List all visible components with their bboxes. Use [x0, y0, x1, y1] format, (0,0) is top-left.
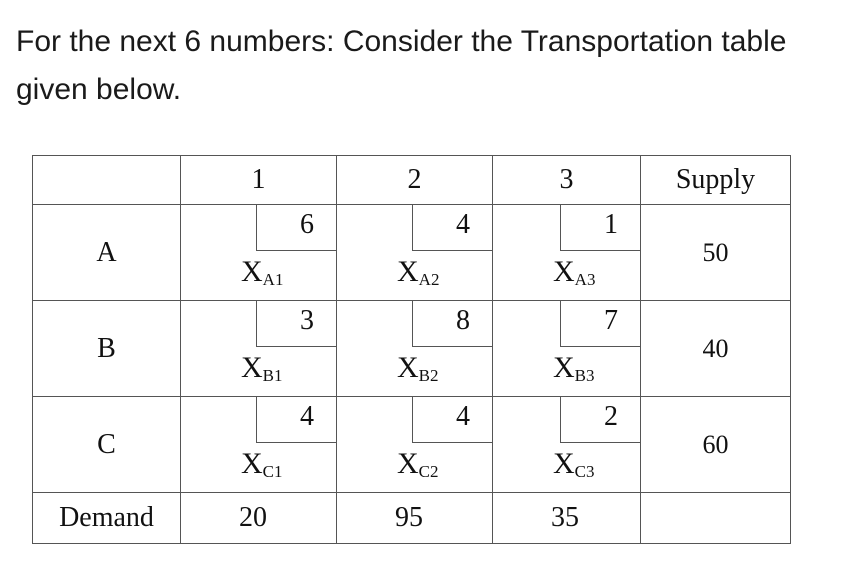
header-dest-1: 1 [181, 156, 337, 205]
cell-a1 [181, 205, 337, 301]
cost-c1: 4 [256, 397, 336, 443]
variable-b3: XB3 [553, 351, 595, 385]
cost-a3: 1 [560, 205, 640, 251]
header-dest-2: 2 [337, 156, 493, 205]
cost-c2: 4 [412, 397, 492, 443]
row-label-b: B [33, 301, 181, 397]
variable-c3: XC3 [553, 447, 595, 481]
supply-b: 40 [641, 301, 791, 397]
cell-b1 [181, 301, 337, 397]
variable-c1: XC1 [241, 447, 283, 481]
table-row [33, 301, 791, 397]
header-corner [33, 156, 181, 205]
demand-2: 95 [337, 493, 493, 544]
table-row [33, 205, 791, 301]
cell-c1 [181, 397, 337, 493]
demand-row [33, 493, 791, 544]
cost-a2: 4 [412, 205, 492, 251]
variable-b2: XB2 [397, 351, 439, 385]
supply-a: 50 [641, 205, 791, 301]
variable-a1: XA1 [241, 255, 284, 289]
variable-a2: XA2 [397, 255, 440, 289]
cost-b1: 3 [256, 301, 336, 347]
header-supply: Supply [641, 156, 791, 205]
transportation-table [32, 155, 791, 544]
cell-b3 [493, 301, 641, 397]
demand-supply-empty [641, 493, 791, 544]
header-dest-3: 3 [493, 156, 641, 205]
cell-a3 [493, 205, 641, 301]
transportation-table-container [32, 155, 790, 544]
cost-b2: 8 [412, 301, 492, 347]
question-text: For the next 6 numbers: Consider the Transportation table given below. [16, 25, 787, 106]
variable-c2: XC2 [397, 447, 439, 481]
cost-c3: 2 [560, 397, 640, 443]
row-label-a: A [33, 205, 181, 301]
cost-a1: 6 [256, 205, 336, 251]
demand-1: 20 [181, 493, 337, 544]
cost-b3: 7 [560, 301, 640, 347]
cell-a2 [337, 205, 493, 301]
demand-label: Demand [33, 493, 181, 544]
cell-c3 [493, 397, 641, 493]
cell-c2 [337, 397, 493, 493]
header-row [33, 156, 791, 205]
demand-3: 35 [493, 493, 641, 544]
variable-a3: XA3 [553, 255, 596, 289]
cell-b2 [337, 301, 493, 397]
variable-b1: XB1 [241, 351, 283, 385]
supply-c: 60 [641, 397, 791, 493]
row-label-c: C [33, 397, 181, 493]
table-row [33, 397, 791, 493]
